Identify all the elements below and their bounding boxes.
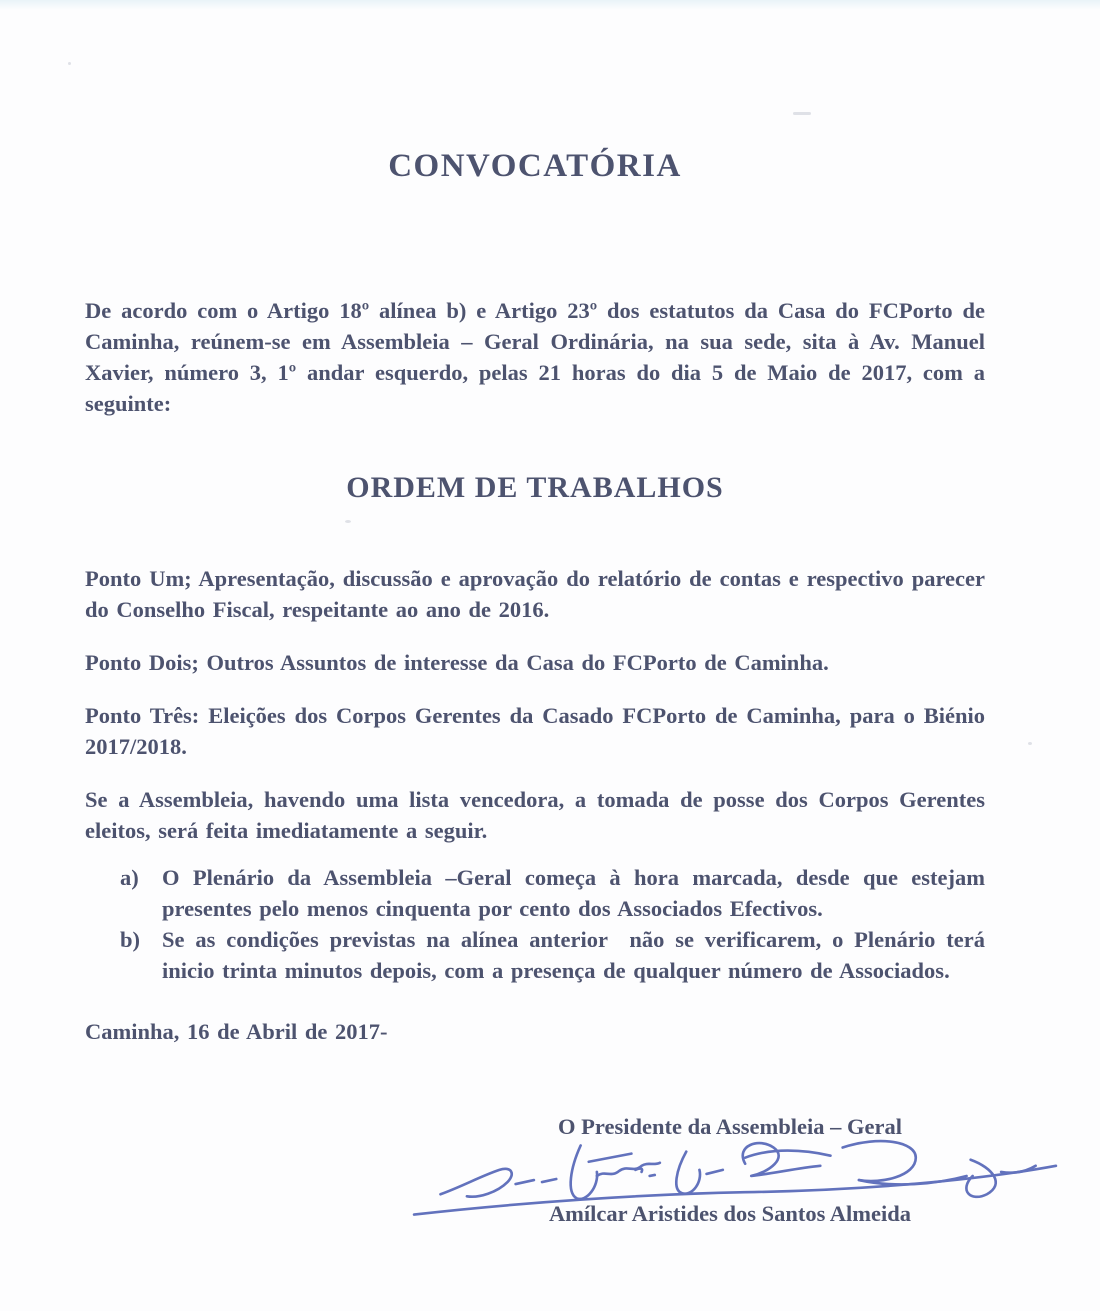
scan-speckle [793, 112, 811, 115]
intro-paragraph: De acordo com o Artigo 18º alínea b) e Artigo 23º dos estatutos da Casa do FCPorto de Caminha, reúnem-se em Assembleia – Geral Ordinária, na sua sede, sita à Av. Manuel Xavier, número 3, 1º andar esquerdo, pelas 21 horas do dia 5 de Maio de 2017, com a seguinte: [85, 298, 985, 416]
agenda-item-ponto-um: Ponto Um; Apresentação, discussão e aprovação do relatório de contas e respectivo parecer do Conselho Fiscal, respeitante ao ano de 2016. [85, 566, 985, 622]
scan-speckle [68, 62, 71, 65]
condition-label: a) [120, 865, 139, 890]
agenda-heading: ORDEM DE TRABALHOS [346, 471, 724, 504]
signature-block [490, 1111, 970, 1229]
document-title: CONVOCATÓRIA [388, 148, 682, 184]
agenda-item-ponto-tres: Ponto Três: Eleições dos Corpos Gerentes da Casado FCPorto de Caminha, para o Biénio 2017/2018. [85, 703, 985, 759]
conditions-list [85, 862, 993, 986]
scan-speckle [1028, 742, 1032, 745]
condition-item-a [120, 862, 993, 924]
condition-label: b) [120, 927, 141, 952]
agenda-item-ponto-dois: Ponto Dois; Outros Assuntos de interesse da Casa do FCPorto de Caminha. [85, 650, 829, 675]
dateline: Caminha, 16 de Abril de 2017- [85, 1019, 388, 1044]
scan-speckle [345, 520, 351, 523]
condition-text: Se as condições previstas na alínea anterior não se verificarem, o Plenário terá inicio trinta minutos depois, com a presença de qualquer número de Associados. [162, 927, 993, 983]
signer-name: Amílcar Aristides dos Santos Almeida [548, 1201, 912, 1226]
condition-text: O Plenário da Assembleia –Geral começa à hora marcada, desde que estejam presentes pelo menos cinquenta por cento dos Associados Efectivos. [162, 865, 993, 921]
condition-item-b [120, 924, 993, 986]
note-paragraph: Se a Assembleia, havendo uma lista vencedora, a tomada de posse dos Corpos Gerentes eleitos, será feita imediatamente a seguir. [85, 787, 985, 843]
signer-role: O Presidente da Assembleia – Geral [558, 1114, 902, 1139]
scan-edge-artifact [0, 0, 1100, 10]
